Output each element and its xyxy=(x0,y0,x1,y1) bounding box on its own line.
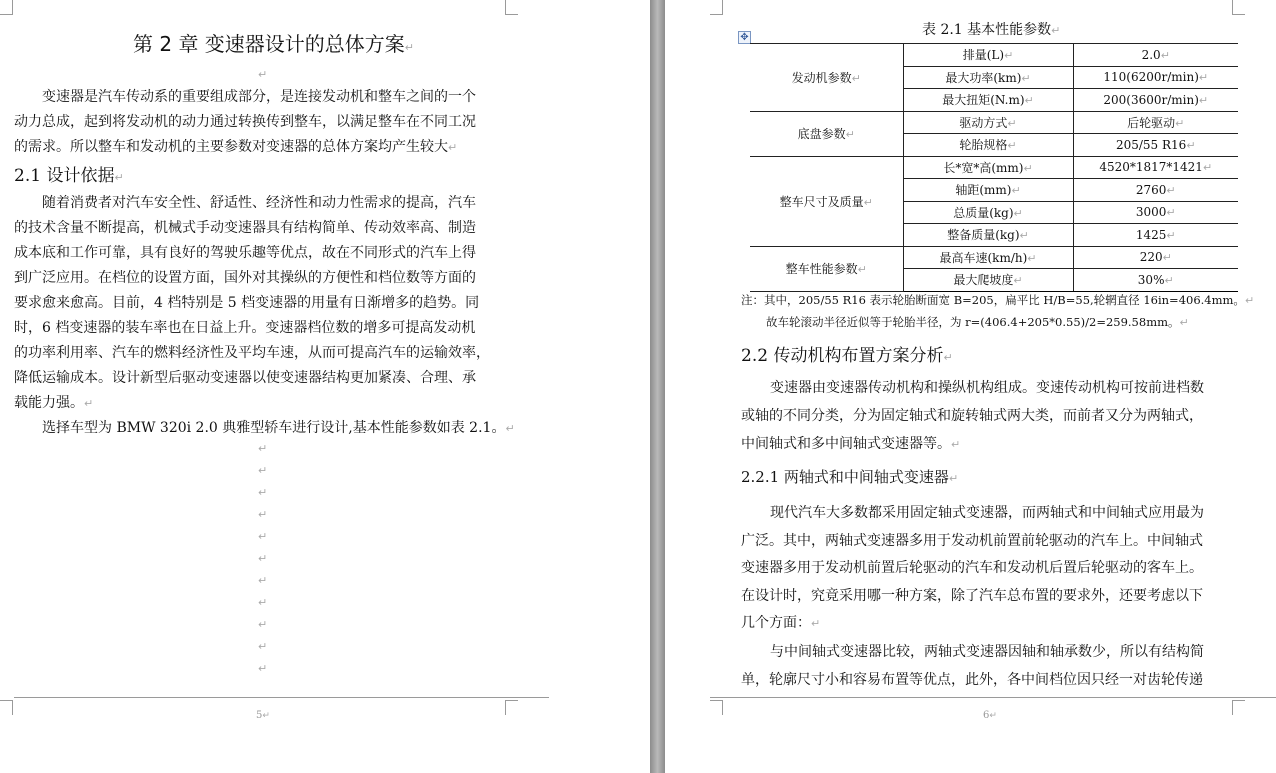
table-value-cell: 205/55 R16↵ xyxy=(1073,134,1238,157)
paragraph-mark: ↵ xyxy=(258,486,268,499)
paragraph-mark: ↵ xyxy=(258,640,268,653)
section-heading-2-2: 2.2 传动机构布置方案分析↵ xyxy=(741,346,953,366)
table-param-cell: 最大扭矩(N.m)↵ xyxy=(903,89,1073,112)
text-line: 变速器是汽车传动系的重要组成部分，是连接发动机和整车之间的一个 xyxy=(42,89,476,105)
paragraph-mark: ↵ xyxy=(258,508,268,521)
text-line: 单，轮廓尺寸小和容易布置等优点，此外，各中间档位因只经一对齿轮传递 xyxy=(741,672,1203,688)
text-line: 的功率利用率、汽车的燃料经济性及平均车速，从而可提高汽车的运输效率， xyxy=(14,345,490,361)
page-number: 5↵ xyxy=(256,710,270,721)
paragraph-mark: ↵ xyxy=(258,552,268,565)
table-param-cell: 最大爬坡度↵ xyxy=(903,269,1073,292)
text-line: 与中间轴式变速器比较，两轴式变速器因轴和轴承数少，所以有结构简 xyxy=(770,644,1204,660)
text-line: 的技术含量不断提高，机械式手动变速器具有结构简单、传动效率高、制造 xyxy=(14,220,476,236)
table-value-cell: 3000↵ xyxy=(1073,201,1238,224)
paragraph-mark: ↵ xyxy=(258,618,268,631)
paragraph-mark: ↵ xyxy=(258,530,268,543)
crop-mark xyxy=(0,700,13,715)
chapter-title: 第 2 章 变速器设计的总体方案↵ xyxy=(133,32,415,56)
table-value-cell: 2.0↵ xyxy=(1073,44,1238,67)
text-line: 时，6 档变速器的装车率也在日益上升。变速器档位数的增多可提高发动机 xyxy=(14,320,476,336)
table-caption: 表 2.1 基本性能参数↵ xyxy=(922,22,1061,38)
text-line: 随着消费者对汽车安全性、舒适性、经济性和动力性需求的提高，汽车 xyxy=(42,195,476,211)
document-page-6[interactable] xyxy=(665,0,1276,773)
table-note-line: 故车轮滚动半径近似等于轮胎半径，为 r=(406.4+205*0.55)/2=259.58mm。↵ xyxy=(766,315,1189,329)
text-line: 要求愈来愈高。目前，4 档特别是 5 档变速器的用量有日渐增多的趋势。同 xyxy=(14,295,480,311)
paragraph-mark: ↵ xyxy=(258,662,268,675)
text-line: 中间轴式和多中间轴式变速器等。↵ xyxy=(741,436,961,452)
crop-mark xyxy=(1232,700,1245,715)
text-line: 到广泛应用。在档位的设置方面，国外对其操纵的方便性和档位数等方面的 xyxy=(14,270,476,286)
table-value-cell: 后轮驱动↵ xyxy=(1073,111,1238,134)
table-param-cell: 总质量(kg)↵ xyxy=(903,201,1073,224)
table-group-cell: 发动机参数↵ xyxy=(750,44,903,112)
crop-mark xyxy=(710,0,723,15)
table-value-cell: 1425↵ xyxy=(1073,224,1238,247)
table-value-cell: 2760↵ xyxy=(1073,179,1238,202)
table-value-cell: 4520*1817*1421↵ xyxy=(1073,156,1238,179)
table-row xyxy=(750,246,1238,269)
page-number: 6↵ xyxy=(983,710,997,721)
text-line: 载能力强。↵ xyxy=(14,395,94,411)
text-line: 几个方面：↵ xyxy=(741,615,821,631)
paragraph-mark: ↵ xyxy=(258,596,268,609)
paragraph-mark: ↵ xyxy=(258,442,268,455)
table-value-cell: 200(3600r/min)↵ xyxy=(1073,89,1238,112)
text-line: 变速器多用于发动机前置后轮驱动的汽车和发动机后置后轮驱动的客车上。 xyxy=(741,560,1203,576)
text-line: 变速器由变速器传动机构和操纵机构组成。变速传动机构可按前进档数 xyxy=(770,380,1204,396)
table-move-handle-icon[interactable]: ✥ xyxy=(738,31,751,44)
text-line: 现代汽车大多数都采用固定轴式变速器，而两轴式和中间轴式应用最为 xyxy=(770,505,1204,521)
text-line: 选择车型为 BMW 320i 2.0 典雅型轿车进行设计,基本性能参数如表 2.1。↵ xyxy=(42,420,515,436)
text-line: 降低运输成本。设计新型后驱动变速器以使变速器结构更加紧凑、合理、承 xyxy=(14,370,476,386)
table-row xyxy=(750,156,1238,179)
text-line: 的需求。所以整车和发动机的主要参数对变速器的总体方案均产生较大↵ xyxy=(14,139,458,155)
crop-mark xyxy=(505,0,518,15)
text-line: 动力总成，起到将发动机的动力通过转换传到整车，以满足整车在不同工况 xyxy=(14,114,476,130)
paragraph-mark: ↵ xyxy=(258,464,268,477)
table-group-cell: 整车尺寸及质量↵ xyxy=(750,156,903,246)
section-heading-2-1: 2.1 设计依据↵ xyxy=(14,166,124,186)
text-line: 在设计时，究竟采用哪一种方案，除了汽车总布置的要求外，还要考虑以下 xyxy=(741,588,1203,604)
crop-mark xyxy=(505,700,518,715)
table-param-cell: 驱动方式↵ xyxy=(903,111,1073,134)
table-value-cell: 30%↵ xyxy=(1073,269,1238,292)
section-heading-2-2-1: 2.2.1 两轴式和中间轴式变速器↵ xyxy=(741,468,959,486)
table-param-cell: 长*宽*高(mm)↵ xyxy=(903,156,1073,179)
crop-mark xyxy=(710,700,723,715)
paragraph-mark: ↵ xyxy=(258,68,268,81)
crop-mark xyxy=(1232,0,1245,15)
table-param-cell: 轮胎规格↵ xyxy=(903,134,1073,157)
text-line: 或轴的不同分类，分为固定轴式和旋转轴式两大类，而前者又分为两轴式， xyxy=(741,408,1203,424)
paragraph-mark: ↵ xyxy=(258,574,268,587)
text-line: 成本底和工作可靠，具有良好的驾驶乐趣等优点，故在不同形式的汽车上得 xyxy=(14,245,476,261)
table-param-cell: 最高车速(km/h)↵ xyxy=(903,246,1073,269)
table-row xyxy=(750,44,1238,67)
page-gutter xyxy=(650,0,665,773)
table-row xyxy=(750,111,1238,134)
table-value-cell: 110(6200r/min)↵ xyxy=(1073,66,1238,89)
table-group-cell: 底盘参数↵ xyxy=(750,111,903,156)
text-line: 广泛。其中，两轴式变速器多用于发动机前置前轮驱动的汽车上。中间轴式 xyxy=(741,533,1203,549)
crop-mark xyxy=(0,0,13,15)
table-param-cell: 最大功率(km)↵ xyxy=(903,66,1073,89)
table-param-cell: 排量(L)↵ xyxy=(903,44,1073,67)
table-param-cell: 轴距(mm)↵ xyxy=(903,179,1073,202)
table-group-cell: 整车性能参数↵ xyxy=(750,246,903,291)
table-note-line: 注：其中，205/55 R16 表示轮胎断面宽 B=205，扁平比 H/B=55,轮辋直径 16in=406.4mm。↵ xyxy=(741,293,1255,307)
footer-line xyxy=(710,697,1276,698)
footer-line xyxy=(14,697,549,698)
table-param-cell: 整备质量(kg)↵ xyxy=(903,224,1073,247)
parameters-table xyxy=(750,43,1238,292)
table-value-cell: 220↵ xyxy=(1073,246,1238,269)
